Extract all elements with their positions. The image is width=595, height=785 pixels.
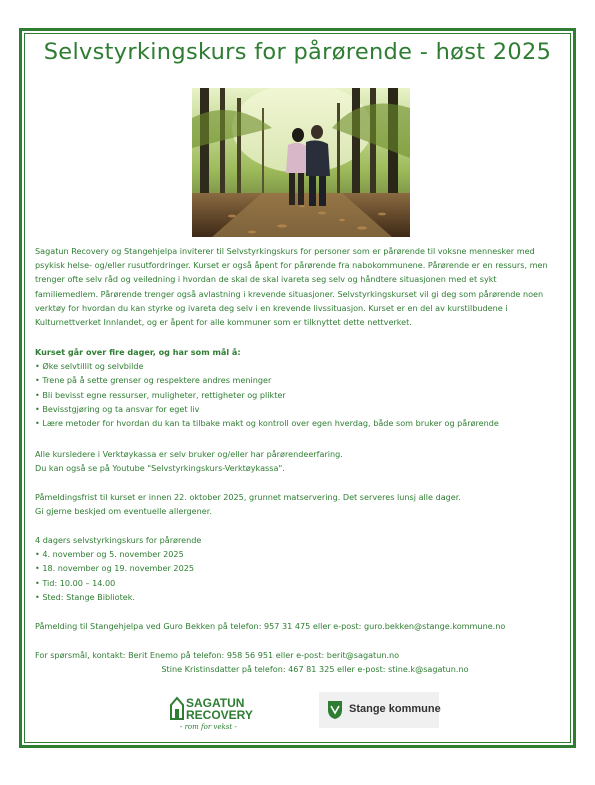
intro-text: Sagatun Recovery og Stangehjelpa inviterer til Selvstyrkingskurs for personer som er pårørende til voksne mennesker med psykisk helse- og/eller rusutfordringer. Kurset er også åpent for pårørende fra nabokommunene. Pårørende er en ressurs, men trenger ofte selv råd og veiledning i hvordan de skal de skal ivareta seg selv og håndtere situasjonen med et sykt familiemedlem. Pårørende trenger også avlastning i krevende situasjoner. Selvstyrkingskurset vil gi deg som pårørende noen verktøy for hvordan du kan styrke og ivareta deg selv i en krevende livssituasjon. Kurset er en del av kurstilbudene i Kulturnettverket Innlandet, og er åpent for alle kommuner som er tilknyttet dette nettverket.	[35, 246, 548, 328]
allergen-line: Gi gjerne beskjed om eventuelle allergener.	[35, 506, 212, 517]
goal-item: • Trene på å sette grenser og respektere andres meninger	[35, 373, 555, 387]
couple-forest-photo	[192, 88, 410, 237]
schedule-item: • Tid: 10.00 – 14.00	[35, 576, 555, 590]
youtube-line: Du kan også se på Youtube "Selvstyrkingskurs-Verktøykassa".	[35, 463, 285, 474]
questions-line: For spørsmål, kontakt: Berit Enemo på telefon: 958 56 951 eller e-post: berit@sagatun.no	[35, 650, 400, 660]
schedule-list	[35, 547, 555, 604]
intro-paragraph	[35, 244, 555, 329]
schedule-item: • 4. november og 5. november 2025	[35, 547, 555, 561]
stange-kommune-logo	[319, 692, 439, 728]
goal-item: • Bevisstgjøring og ta ansvar for eget liv	[35, 402, 555, 416]
goal-item: • Lære metoder for hvordan du kan ta tilbake makt og kontroll over egen hverdag, både som bruker og pårørende	[35, 416, 555, 430]
stange-kommune-label: Stange kommune	[349, 703, 441, 715]
logo-text-recovery: RECOVERY	[186, 708, 253, 722]
goal-item: • Bli bevisst egne ressurser, muligheter, rettigheter og plikter	[35, 388, 555, 402]
registration-section	[35, 619, 555, 633]
goals-list	[35, 359, 555, 430]
registration-line: Påmelding til Stangehjelpa ved Guro Bekken på telefon: 957 31 475 eller e-post: guro.bekken@stange.kommune.no	[35, 621, 506, 631]
deadline-section	[35, 490, 555, 518]
leaders-line: Alle kursledere i Verktøykassa er selv bruker og/eller har pårørendeerfaring.	[35, 449, 343, 459]
header	[35, 38, 560, 66]
leaders-section	[35, 447, 555, 475]
schedule-item: • 18. november og 19. november 2025	[35, 561, 555, 575]
goals-heading: Kurset går over fire dager, og har som mål å:	[35, 347, 241, 357]
deadline-line: Påmeldingsfrist til kurset er innen 22. oktober 2025, grunnet matservering. Det serveres lunsj alle dager.	[35, 492, 461, 502]
page-title: Selvstyrkingskurs for pårørende - høst 2025	[43, 39, 552, 65]
schedule-heading: 4 dagers selvstyrkingskurs for pårørende	[35, 535, 202, 545]
house-icon	[170, 696, 184, 720]
forest-path-image	[192, 88, 410, 237]
questions-section	[35, 648, 555, 676]
schedule-section	[35, 533, 555, 604]
schedule-item: • Sted: Stange Bibliotek.	[35, 590, 555, 604]
questions-line-2: Stine Kristinsdatter på telefon: 467 81 325 eller e-post: stine.k@sagatun.no	[161, 664, 469, 675]
logo-text-sagatun: SAGATUN	[186, 696, 245, 710]
logo-tagline: - rom for vekst -	[180, 723, 237, 731]
goal-item: • Øke selvtillit og selvbilde	[35, 359, 555, 373]
shield-icon	[327, 700, 343, 720]
goals-section	[35, 345, 555, 430]
sagatun-recovery-logo	[168, 694, 253, 734]
